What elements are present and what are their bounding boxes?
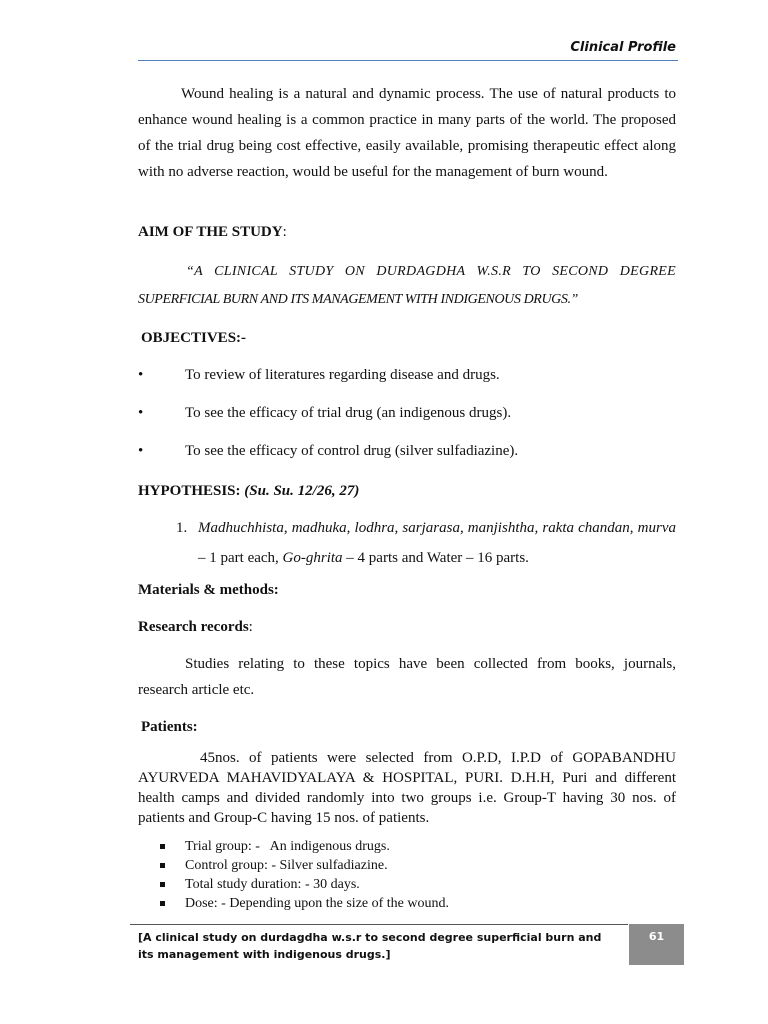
list-number: 1. bbox=[176, 520, 188, 536]
patients-heading: Patients: bbox=[141, 719, 198, 735]
hypothesis-label: HYPOTHESIS: bbox=[138, 483, 241, 499]
materials-heading: Materials & methods: bbox=[138, 582, 279, 598]
bullet-icon: • bbox=[138, 405, 144, 421]
square-bullet-icon bbox=[160, 882, 165, 887]
research-colon: : bbox=[248, 619, 253, 635]
patients-paragraph: 45nos. of patients were selected from O.P.D, I.P.D of GOPABANDHU AYURVEDA MAHAVIDYALAYA & HOSPITAL, PURI. D.H.H, Puri and different health camps and divided randomly into two groups i.e. Group-T having 30 nos. of patients and Group-C having 15 nos. of patients. bbox=[138, 750, 676, 826]
aim-line-1: “A CLINICAL STUDY ON DURDAGDHA W.S.R TO SECOND DEGREE bbox=[186, 264, 676, 279]
hypothesis-heading bbox=[138, 478, 676, 504]
herb-proportion: – 1 part each, bbox=[198, 550, 283, 566]
list-item-text: Total study duration: - 30 days. bbox=[185, 877, 360, 892]
aim-line-2: SUPERFICIAL BURN AND ITS MANAGEMENT WITH INDIGENOUS DRUGS.” bbox=[138, 292, 578, 307]
bullet-icon: • bbox=[138, 367, 144, 383]
aim-heading bbox=[138, 219, 676, 245]
footer-rule bbox=[130, 924, 628, 925]
page-header-title: Clinical Profile bbox=[570, 40, 676, 55]
list-item-text: Control group: - Silver sulfadiazine. bbox=[185, 858, 388, 873]
research-paragraph: Studies relating to these topics have been collected from books, journals, research article etc. bbox=[138, 656, 676, 698]
hypothesis-reference: (Su. Su. 12/26, 27) bbox=[244, 483, 360, 499]
square-bullet-icon bbox=[160, 844, 165, 849]
list-item-text: Dose: - Depending upon the size of the wound. bbox=[185, 896, 449, 911]
objective-text: To see the efficacy of control drug (silver sulfadiazine). bbox=[185, 443, 519, 459]
bullet-icon: • bbox=[138, 443, 144, 459]
square-bullet-icon bbox=[160, 863, 165, 868]
page-number-box bbox=[629, 924, 684, 965]
header-rule bbox=[138, 60, 678, 61]
research-heading bbox=[138, 614, 676, 640]
ghrita-water-proportion: – 4 parts and Water – 16 parts. bbox=[342, 550, 529, 566]
aim-heading-label: AIM OF THE STUDY bbox=[138, 224, 283, 240]
aim-statement bbox=[138, 258, 676, 314]
research-label: Research records bbox=[138, 619, 249, 635]
page-number: 61 bbox=[648, 930, 665, 943]
objectives-heading: OBJECTIVES:- bbox=[141, 330, 247, 346]
square-bullet-icon bbox=[160, 901, 165, 906]
aim-heading-colon: : bbox=[282, 224, 287, 240]
intro-paragraph: Wound healing is a natural and dynamic process. The use of natural products to enhance wound healing is a common practice in many parts of the world. The proposed of the trial drug being cost effective, easily available, promising therapeutic effect along with no adverse reaction, would be useful for the management of burn wound. bbox=[138, 86, 676, 180]
ghrita-name: Go-ghrita bbox=[282, 550, 343, 566]
hypothesis-list bbox=[176, 513, 676, 573]
objective-text: To review of literatures regarding disease and drugs. bbox=[185, 367, 500, 383]
objective-text: To see the efficacy of trial drug (an indigenous drugs). bbox=[185, 405, 512, 421]
hypothesis-item bbox=[198, 513, 676, 573]
herb-names: Madhuchhista, madhuka, lodhra, sarjarasa, manjishtha, rakta chandan, murva bbox=[198, 520, 676, 536]
list-item-text: Trial group: - An indigenous drugs. bbox=[185, 839, 390, 854]
footer-title: [A clinical study on durdagdha w.s.r to second degree superficial burn and its management with indigenous drugs.] bbox=[138, 931, 602, 961]
